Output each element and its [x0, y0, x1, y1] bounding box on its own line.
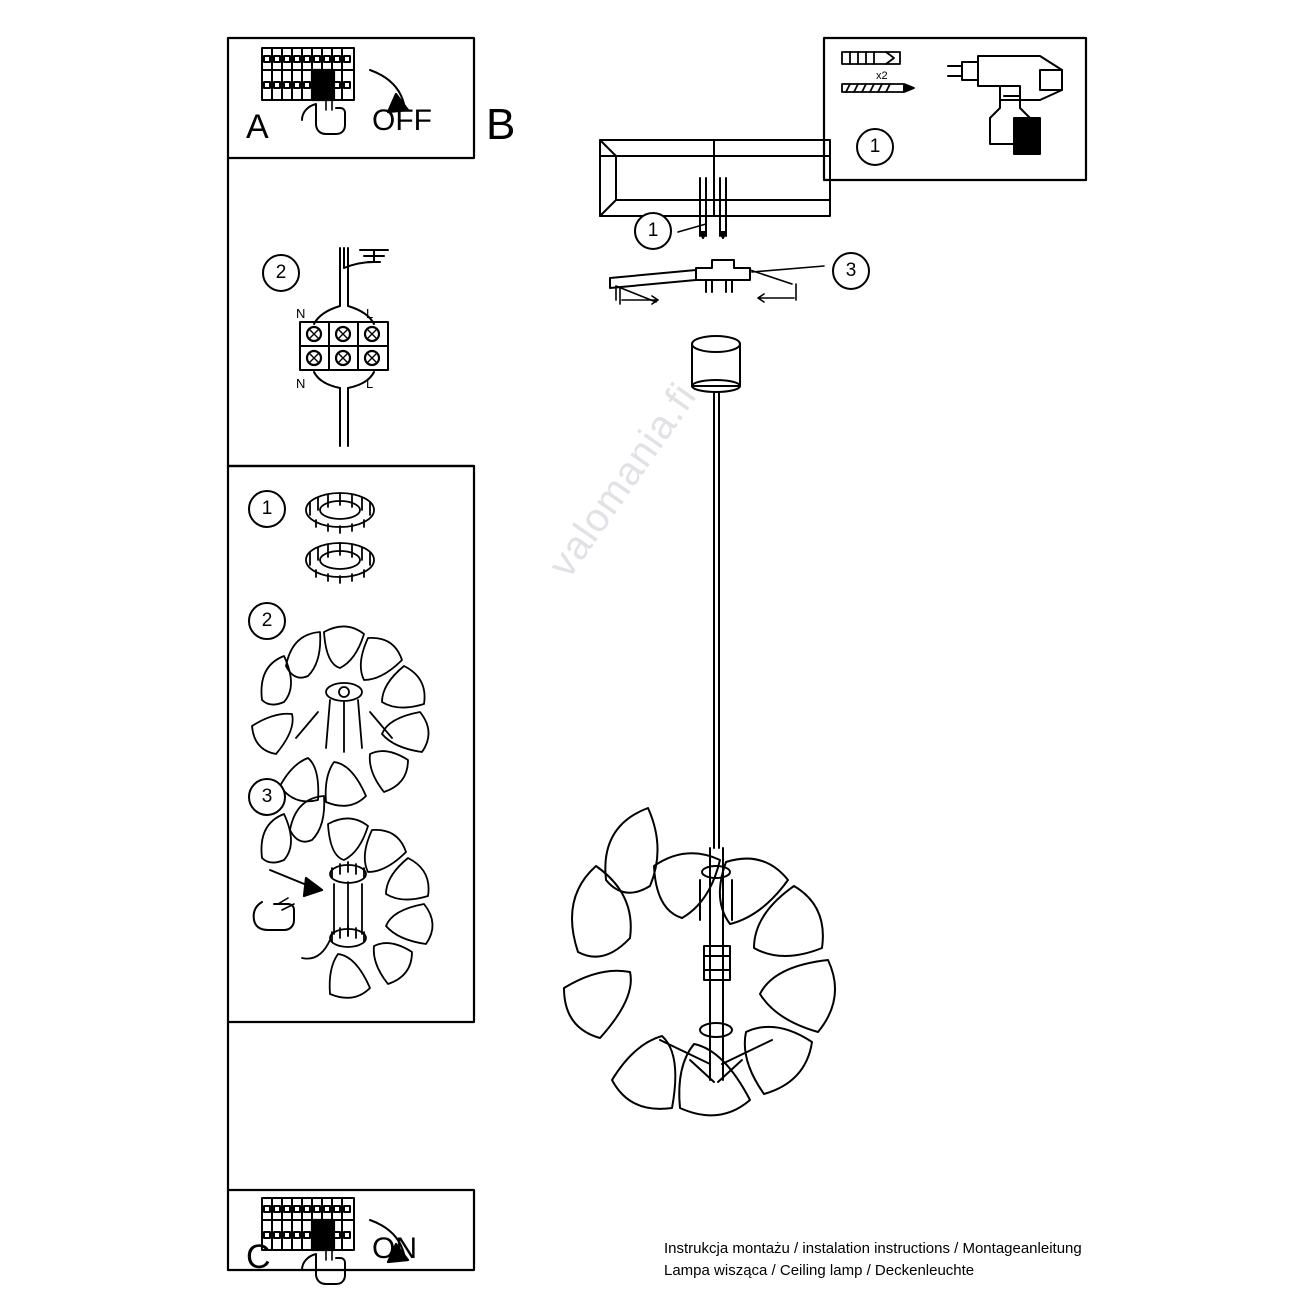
terminal-label-n-top: N	[296, 306, 306, 321]
footer-line-2: Lampa wisząca / Ceiling lamp / Deckenleuchte	[664, 1262, 975, 1279]
callout-base-plate-number: 1	[634, 212, 672, 250]
callout-ceiling-cover-number: 3	[832, 252, 870, 290]
footer-line-1: Instrukcja montażu / instalation instructions / Montageanleitung	[664, 1240, 1082, 1257]
step-a-action-label: OFF	[372, 104, 432, 137]
parts-panel-number: 1	[856, 128, 894, 166]
terminal-label-n-bottom: N	[296, 376, 306, 391]
step-a-letter: A	[246, 108, 269, 146]
parts-quantity-label: x2	[876, 70, 888, 82]
assembly-step-1-number: 1	[248, 490, 286, 528]
step-c-letter: C	[246, 1238, 271, 1276]
wiring-panel-number: 2	[262, 254, 300, 292]
step-b-letter: B	[486, 100, 516, 149]
watermark: valomania.fi	[540, 375, 706, 586]
assembly-step-3-number: 3	[248, 778, 286, 816]
terminal-label-l-bottom: L	[366, 376, 374, 391]
assembly-step-2-number: 2	[248, 602, 286, 640]
step-c-action-label: ON	[372, 1232, 417, 1265]
terminal-label-l-top: L	[366, 306, 374, 321]
